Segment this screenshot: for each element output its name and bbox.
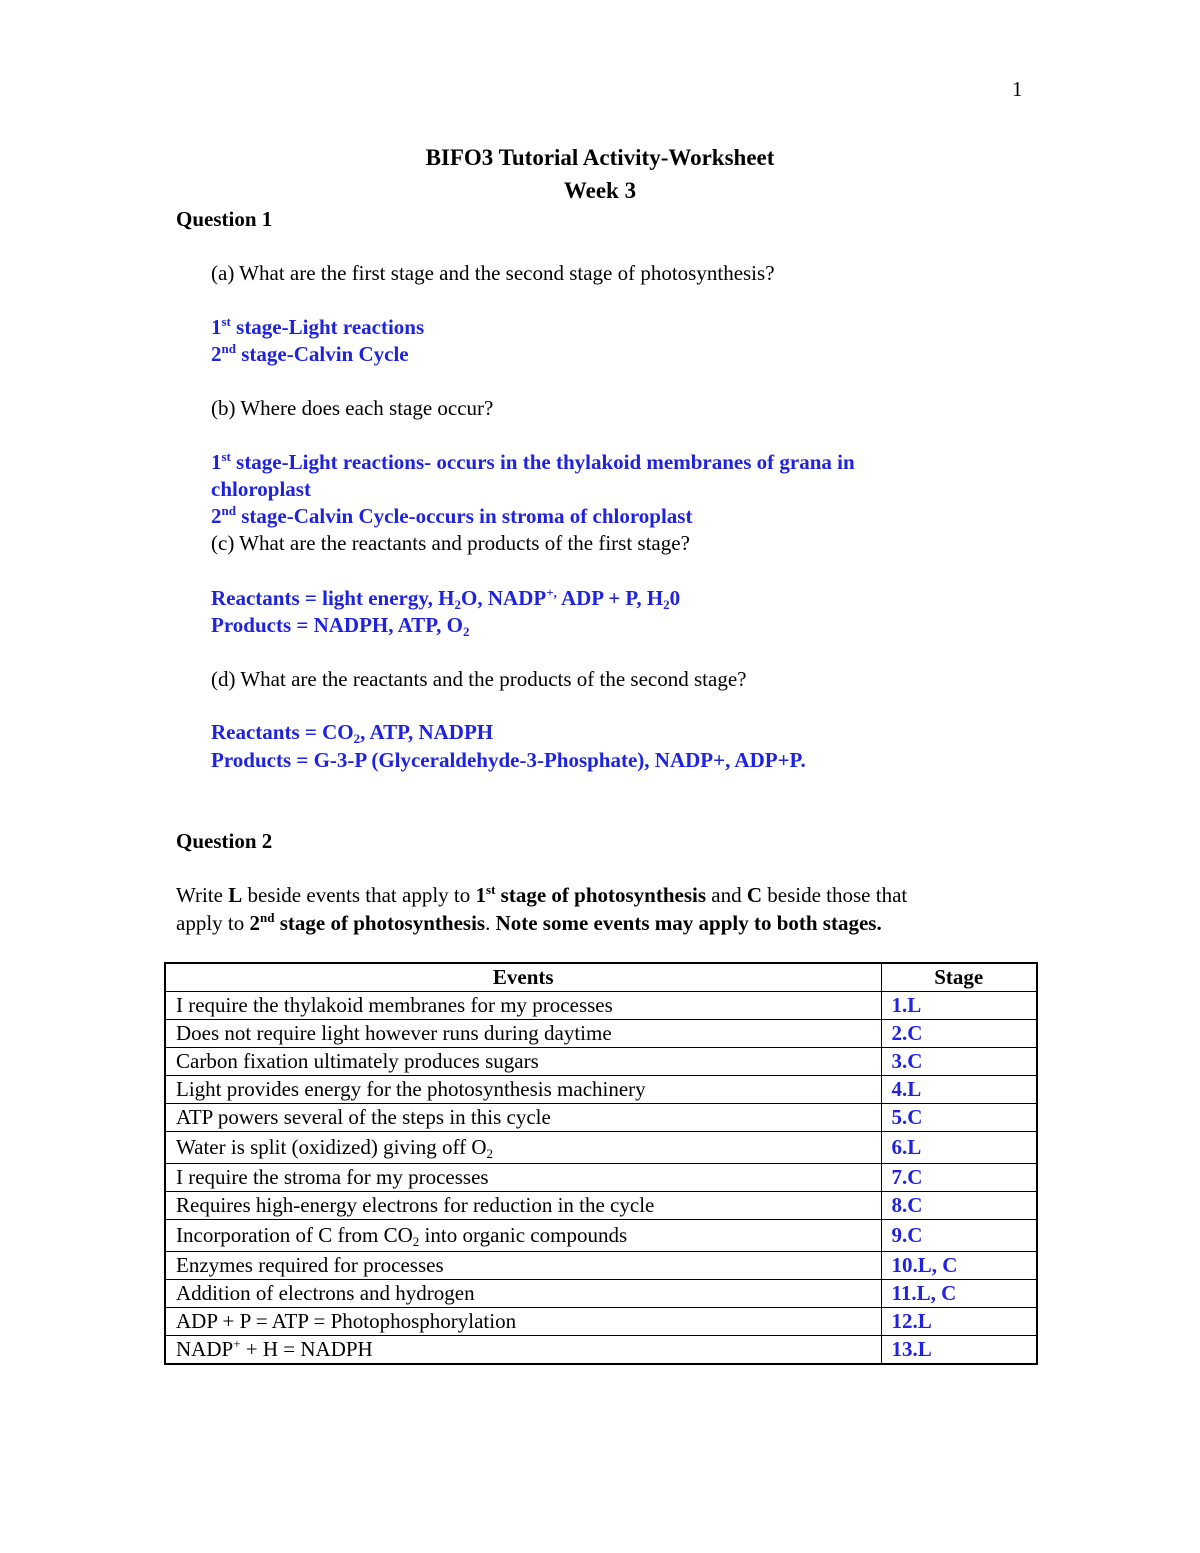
event-cell: NADP+ + H = NADPH <box>165 1336 881 1365</box>
stage-cell: 10.L, C <box>881 1252 1037 1280</box>
stage-cell: 3.C <box>881 1048 1037 1076</box>
event-cell: Enzymes required for processes <box>165 1252 881 1280</box>
table-row <box>165 1280 1037 1308</box>
page-number: 1 <box>1012 77 1023 101</box>
question2-heading: Question 2 <box>176 829 273 853</box>
table-row <box>165 1104 1037 1132</box>
table-row <box>165 1164 1037 1192</box>
event-cell: Incorporation of C from $CO_2$ into organic compounds <box>165 1220 881 1252</box>
table-header-row <box>165 963 1037 992</box>
event-cell: Water is split (oxidized) giving off $O_2$ <box>165 1132 881 1164</box>
question1c-text: (c) What are the reactants and products of the first stage? <box>211 531 690 555</box>
event-cell: ADP + P = ATP = Photophosphorylation <box>165 1308 881 1336</box>
stage-cell: 8.C <box>881 1192 1037 1220</box>
event-cell: Does not require light however runs during daytime <box>165 1020 881 1048</box>
question1c-products: Products = NADPH, ATP, $O_2$ <box>211 613 470 639</box>
question1a-answer-1: 1st stage-Light reactions <box>211 314 425 339</box>
table-row <box>165 1132 1037 1164</box>
question1-heading: Question 1 <box>176 207 273 231</box>
question1a-answer-2: 2nd stage-Calvin Cycle <box>211 341 409 366</box>
question1b-answer-1-cont: chloroplast <box>211 477 311 501</box>
table-row <box>165 1252 1037 1280</box>
question1b-text: (b) Where does each stage occur? <box>211 396 494 420</box>
stage-cell: 12.L <box>881 1308 1037 1336</box>
stage-header: Stage <box>881 963 1037 992</box>
question1a-text: (a) What are the first stage and the second stage of photosynthesis? <box>211 261 775 285</box>
stage-cell: 9.C <box>881 1220 1037 1252</box>
events-header: Events <box>165 963 881 992</box>
table-row <box>165 1076 1037 1104</box>
events-stage-table <box>164 962 1038 1365</box>
question1b-answer-2: 2nd stage-Calvin Cycle-occurs in stroma of chloroplast <box>211 503 693 528</box>
worksheet-title: BIFO3 Tutorial Activity-Worksheet <box>425 145 775 170</box>
stage-cell: 7.C <box>881 1164 1037 1192</box>
question1d-text: (d) What are the reactants and the products of the second stage? <box>211 667 747 691</box>
table-row <box>165 992 1037 1020</box>
table-row <box>165 1308 1037 1336</box>
event-cell: I require the stroma for my processes <box>165 1164 881 1192</box>
question1c-reactants: Reactants = light energy, $H_2O$, NADP+, ADP + P, $H_20$ <box>211 585 681 612</box>
question1d-reactants: Reactants = $CO_2$, ATP, NADPH <box>211 720 494 746</box>
event-cell: Carbon fixation ultimately produces sugars <box>165 1048 881 1076</box>
table-row <box>165 1336 1037 1365</box>
table-row <box>165 1192 1037 1220</box>
table-row <box>165 1220 1037 1252</box>
question1d-products: Products = G-3-P (Glyceraldehyde-3-Phosphate), NADP+, ADP+P. <box>211 748 806 772</box>
question2-instructions-line2: apply to 2nd stage of photosynthesis. Note some events may apply to both stages. <box>176 910 882 935</box>
event-cell: ATP powers several of the steps in this cycle <box>165 1104 881 1132</box>
table-row <box>165 1048 1037 1076</box>
stage-cell: 11.L, C <box>881 1280 1037 1308</box>
event-cell: Addition of electrons and hydrogen <box>165 1280 881 1308</box>
stage-cell: 2.C <box>881 1020 1037 1048</box>
table-row <box>165 1020 1037 1048</box>
stage-cell: 6.L <box>881 1132 1037 1164</box>
question1b-answer-1: 1st stage-Light reactions- occurs in the thylakoid membranes of grana in <box>211 449 855 474</box>
stage-cell: 1.L <box>881 992 1037 1020</box>
stage-cell: 13.L <box>881 1336 1037 1365</box>
event-cell: Requires high-energy electrons for reduction in the cycle <box>165 1192 881 1220</box>
stage-cell: 4.L <box>881 1076 1037 1104</box>
question2-instructions-line1: Write L beside events that apply to 1st stage of photosynthesis and C beside those that <box>176 882 908 907</box>
worksheet-subtitle: Week 3 <box>563 178 637 203</box>
stage-cell: 5.C <box>881 1104 1037 1132</box>
event-cell: I require the thylakoid membranes for my processes <box>165 992 881 1020</box>
event-cell: Light provides energy for the photosynthesis machinery <box>165 1076 881 1104</box>
